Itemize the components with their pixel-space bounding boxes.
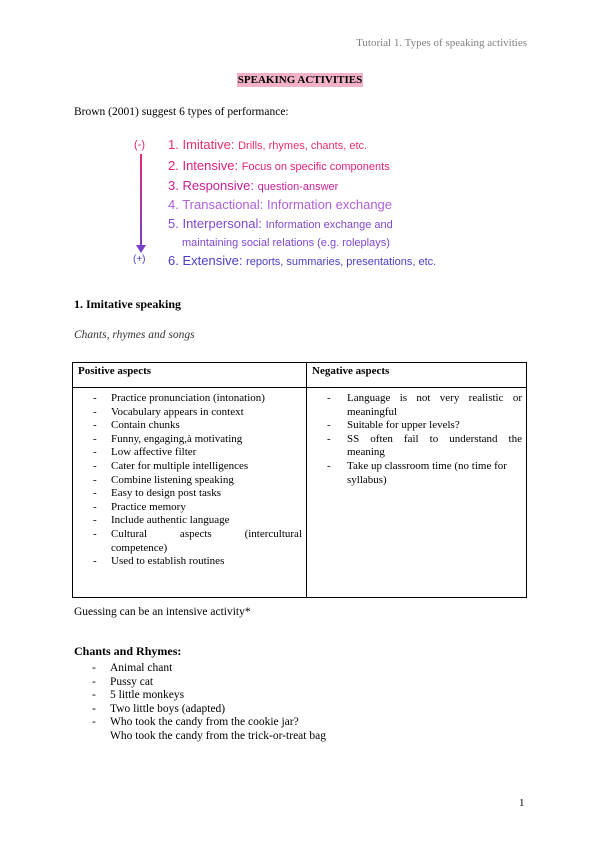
down-arrow-icon [136,245,146,253]
performance-type-label: 6. Extensive: [168,253,243,268]
page-number: 1 [519,797,525,809]
performance-type-label: 5. Interpersonal: [168,216,262,231]
list-item: - Pussy cat [72,676,326,690]
performance-type-detail: Focus on specific components [241,161,390,173]
performance-type-detail: Drills, rhymes, chants, etc. [238,140,368,152]
list-item: - Low affective filter [73,446,302,460]
positive-aspects-cell [73,388,307,598]
list-item: - Contain chunks [73,419,302,433]
list-item: - Funny, engaging,à motivating [73,433,302,447]
performance-type-detail: question-answer [257,181,339,193]
performance-type-detail: reports, summaries, presentations, etc. [246,256,437,268]
scale-arrow-line [140,154,142,247]
performance-type-1 [168,136,367,155]
list-item: - Used to establish routines [73,555,302,569]
table-row [73,388,527,598]
guessing-note: Guessing can be an intensive activity* [74,606,251,618]
list-item: - Cultural aspects (intercultural competence) [73,528,302,555]
list-item: - Take up classroom time (no time for syllabus) [307,460,522,487]
list-item: - Language is not very realistic or meaningful [307,392,522,419]
chants-heading: Chants and Rhymes: [74,644,182,658]
list-item: - Practice pronunciation (intonation) [73,392,302,406]
list-item: - Animal chant [72,662,326,676]
intro-text: Brown (2001) suggest 6 types of performance: [74,106,289,118]
list-item: - Cater for multiple intelligences [73,460,302,474]
positive-aspects-list [73,392,302,569]
performance-type-5-continuation [182,233,390,252]
section-heading: 1. Imitative speaking [74,297,182,311]
performance-type-3 [168,177,338,196]
list-item: - 5 little monkeys [72,689,326,703]
list-item: - Easy to design post tasks [73,487,302,501]
section-subheading: Chants, rhymes and songs [74,329,195,341]
list-item-line: Who took the candy from the cookie jar? [110,716,299,729]
list-item: - Vocabulary appears in context [73,406,302,420]
performance-type-label: 1. Imitative: [168,137,235,152]
table-header-row [73,363,527,388]
performance-type-label: 2. Intensive: [168,158,239,173]
list-item: - Combine listening speaking [73,474,302,488]
scale-top-marker: (-) [134,139,145,151]
performance-type-detail: maintaining social relations (e.g. roleplays) [182,237,390,249]
performance-type-label: 3. Responsive: [168,178,254,193]
list-item-continuation: Who took the candy from the trick-or-treat bag [110,729,326,742]
running-header: Tutorial 1. Types of speaking activities [356,37,527,49]
negative-aspects-list [307,392,522,487]
performance-type-label: 4. Transactional: Information exchange [168,197,393,212]
column-header-positive: Positive aspects [73,363,307,388]
list-item: - Include authentic language [73,514,302,528]
negative-aspects-cell [307,388,527,598]
page-title [0,70,600,88]
list-item: - SS often fail to understand the meaning [307,433,522,460]
page-title-text: SPEAKING ACTIVITIES [237,74,363,86]
list-item: - Suitable for upper levels? [307,419,522,433]
performance-type-detail: Information exchange and [265,219,393,231]
list-item [72,716,326,743]
list-item: - Two little boys (adapted) [72,703,326,717]
performance-type-6 [168,252,436,271]
chants-list [72,662,326,744]
performance-type-5 [168,215,393,234]
scale-bottom-marker: (+) [133,254,146,265]
aspects-table [72,362,527,598]
column-header-negative: Negative aspects [307,363,527,388]
list-item: - Practice memory [73,501,302,515]
performance-type-2 [168,157,390,176]
performance-type-4 [168,196,392,214]
